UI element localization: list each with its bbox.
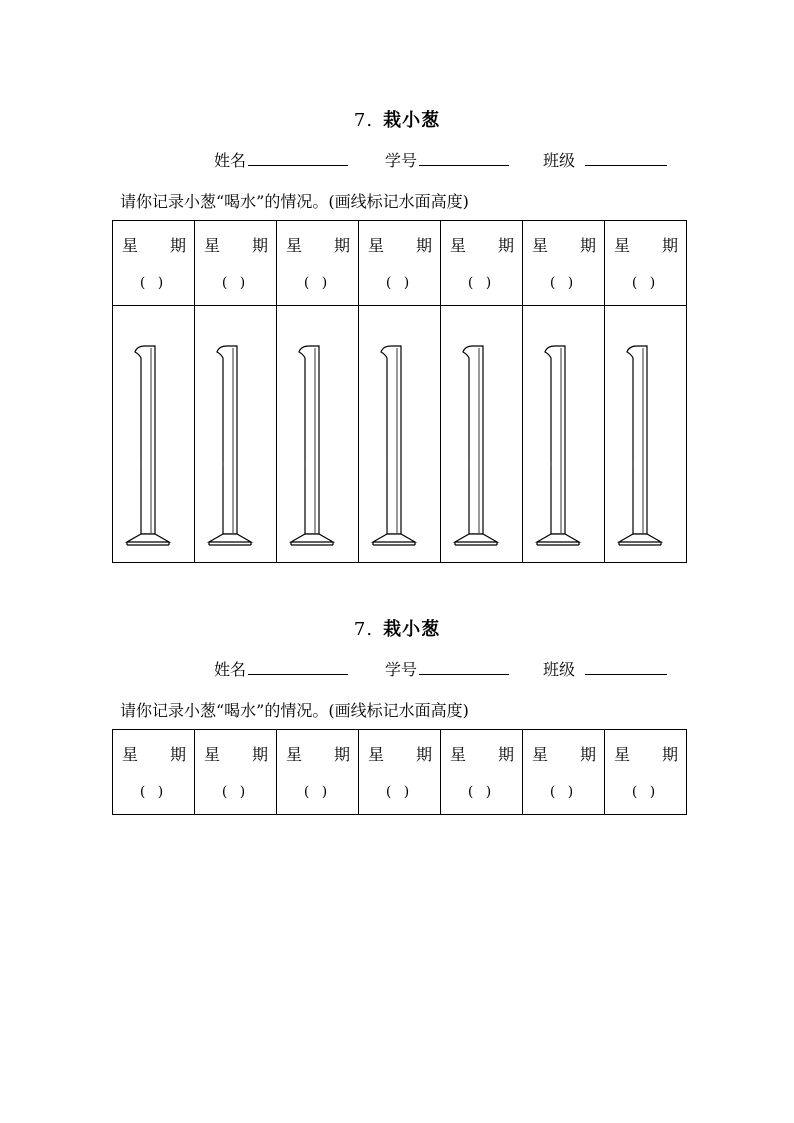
day-blank[interactable]: ( )	[467, 275, 496, 291]
day-label-left: 星	[614, 236, 631, 255]
day-blank[interactable]: ( )	[549, 784, 578, 800]
day-label-left: 星	[204, 236, 221, 255]
worksheet-title	[0, 106, 794, 132]
day-blank[interactable]: ( )	[221, 275, 250, 291]
graduated-cylinder-icon[interactable]	[289, 344, 341, 554]
day-blank[interactable]: ( )	[549, 275, 578, 291]
day-label-left: 星	[286, 236, 303, 255]
day-label-right: 期	[661, 236, 678, 255]
day-label-left: 星	[450, 745, 467, 764]
graduated-cylinder-icon[interactable]	[617, 344, 669, 554]
day-cell[interactable]	[441, 730, 523, 815]
day-label-left: 星	[286, 745, 303, 764]
student-id-blank[interactable]	[419, 660, 509, 675]
class-field[interactable]	[543, 148, 667, 171]
class-field[interactable]	[543, 657, 667, 680]
water-record-table	[112, 729, 687, 815]
graduated-cylinder-icon[interactable]	[371, 344, 423, 554]
day-blank[interactable]: ( )	[385, 784, 414, 800]
day-cell[interactable]	[359, 730, 441, 815]
day-header-row	[113, 730, 687, 815]
day-cell[interactable]	[113, 221, 195, 306]
student-id-blank[interactable]	[419, 151, 509, 166]
day-label-left: 星	[122, 745, 139, 764]
cylinder-cell[interactable]	[195, 306, 277, 563]
day-label-right: 期	[251, 236, 268, 255]
water-record-table	[112, 220, 687, 563]
day-blank[interactable]: ( )	[631, 784, 660, 800]
day-cell[interactable]	[605, 221, 687, 306]
graduated-cylinder-icon[interactable]	[535, 344, 587, 554]
day-blank[interactable]: ( )	[303, 275, 332, 291]
day-label-right: 期	[579, 745, 596, 764]
day-cell[interactable]	[277, 730, 359, 815]
name-blank[interactable]	[248, 660, 348, 675]
day-header-row	[113, 221, 687, 306]
day-label-left: 星	[368, 745, 385, 764]
day-blank[interactable]: ( )	[467, 784, 496, 800]
student-id-field[interactable]	[385, 148, 509, 171]
day-label-right: 期	[415, 236, 432, 255]
class-blank[interactable]	[585, 660, 667, 675]
day-label-right: 期	[497, 236, 514, 255]
day-blank[interactable]: ( )	[139, 275, 168, 291]
day-cell[interactable]	[195, 730, 277, 815]
class-label: 班级	[543, 660, 576, 679]
day-label-left: 星	[614, 745, 631, 764]
day-cell[interactable]	[523, 221, 605, 306]
cylinder-cell[interactable]	[359, 306, 441, 563]
cylinder-cell[interactable]	[523, 306, 605, 563]
cylinder-cell[interactable]	[605, 306, 687, 563]
day-label-left: 星	[368, 236, 385, 255]
day-label-right: 期	[579, 236, 596, 255]
class-label: 班级	[543, 151, 576, 170]
cylinder-cell[interactable]	[277, 306, 359, 563]
student-id-label: 学号	[385, 660, 418, 679]
name-label: 姓名	[214, 151, 247, 170]
day-label-left: 星	[122, 236, 139, 255]
day-label-right: 期	[333, 236, 350, 255]
name-field[interactable]	[214, 657, 348, 680]
day-label-left: 星	[450, 236, 467, 255]
title-text: 栽小葱	[383, 619, 441, 640]
graduated-cylinder-icon[interactable]	[125, 344, 177, 554]
day-label-right: 期	[169, 745, 186, 764]
day-blank[interactable]: ( )	[385, 275, 414, 291]
class-blank[interactable]	[585, 151, 667, 166]
student-id-label: 学号	[385, 151, 418, 170]
worksheet-title	[0, 615, 794, 641]
day-label-right: 期	[169, 236, 186, 255]
day-cell[interactable]	[441, 221, 523, 306]
day-label-left: 星	[204, 745, 221, 764]
name-label: 姓名	[214, 660, 247, 679]
day-label-right: 期	[333, 745, 350, 764]
day-label-right: 期	[251, 745, 268, 764]
day-cell[interactable]	[605, 730, 687, 815]
graduated-cylinder-icon[interactable]	[207, 344, 259, 554]
name-blank[interactable]	[248, 151, 348, 166]
cylinder-cell[interactable]	[113, 306, 195, 563]
graduated-cylinder-icon[interactable]	[453, 344, 505, 554]
day-blank[interactable]: ( )	[139, 784, 168, 800]
day-cell[interactable]	[195, 221, 277, 306]
cylinder-cell[interactable]	[441, 306, 523, 563]
day-cell[interactable]	[359, 221, 441, 306]
day-label-left: 星	[532, 745, 549, 764]
day-cell[interactable]	[523, 730, 605, 815]
title-number: 7.	[353, 110, 374, 131]
day-cell[interactable]	[113, 730, 195, 815]
name-field[interactable]	[214, 148, 348, 171]
day-label-left: 星	[532, 236, 549, 255]
student-id-field[interactable]	[385, 657, 509, 680]
day-blank[interactable]: ( )	[303, 784, 332, 800]
day-blank[interactable]: ( )	[221, 784, 250, 800]
day-label-right: 期	[497, 745, 514, 764]
instruction-text: 请你记录小葱“喝水”的情况。(画线标记水面高度)	[120, 192, 469, 211]
day-cell[interactable]	[277, 221, 359, 306]
cylinder-row	[113, 306, 687, 563]
instruction-text: 请你记录小葱“喝水”的情况。(画线标记水面高度)	[120, 701, 469, 720]
title-text: 栽小葱	[383, 110, 441, 131]
day-blank[interactable]: ( )	[631, 275, 660, 291]
day-label-right: 期	[661, 745, 678, 764]
day-label-right: 期	[415, 745, 432, 764]
title-number: 7.	[353, 619, 374, 640]
